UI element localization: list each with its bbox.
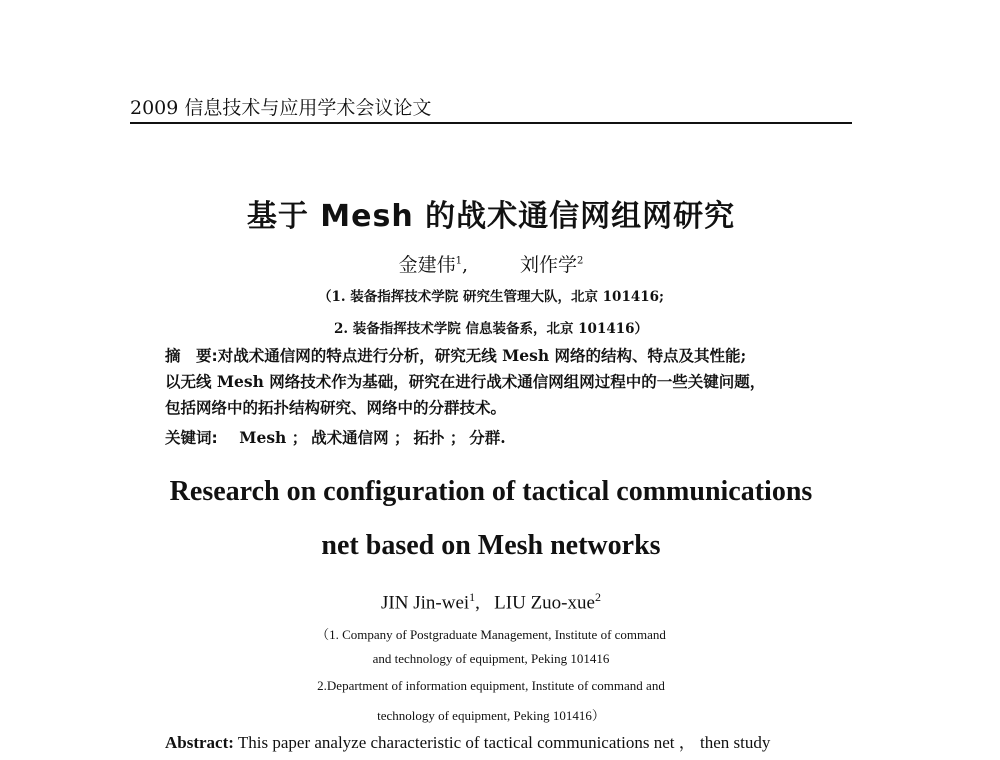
author-1-name: 金建伟 xyxy=(398,254,456,276)
affiliation-english-3: 2.Department of information equipment, Institute of command and xyxy=(317,678,665,693)
author-2-name: 刘作学 xyxy=(520,254,578,276)
paper-title-chinese: 基于 Mesh 的战术通信网组网研究 xyxy=(246,199,736,234)
abstract-chinese-line-1: 对战术通信网的特点进行分析，研究无线 Mesh 网络的结构、特点及其性能; xyxy=(217,346,747,365)
abstract-chinese-line-2: 以无线 Mesh 网络技术作为基础，研究在进行战术通信网组网过程中的一些关键问题， xyxy=(165,372,766,391)
affiliation-english-2: and technology of equipment, Peking 101416 xyxy=(372,651,610,666)
affiliation-english-4: technology of equipment, Peking 101416） xyxy=(377,708,605,723)
keyword-item: 战术通信网 xyxy=(311,428,389,447)
running-header: 2009 信息技术与应用学术会议论文 xyxy=(130,97,432,119)
abstract-chinese xyxy=(165,343,825,421)
header-divider xyxy=(130,122,852,124)
keyword-separator: ； xyxy=(291,428,308,447)
affiliation-chinese-2: 2. 装备指挥技术学院 信息装备系，北京 101416） xyxy=(333,321,649,337)
author-2-affiliation-mark-english: 2 xyxy=(594,590,601,604)
abstract-chinese-label: 摘 要: xyxy=(165,347,218,365)
author-2-affiliation-mark: 2 xyxy=(577,255,584,267)
author-1-name-english: JIN Jin-wei xyxy=(381,592,470,614)
abstract-chinese-line-3: 包括网络中的拓扑结构研究、网络中的分群技术。 xyxy=(165,398,507,417)
affiliation-chinese-1: （1. 装备指挥技术学院 研究生管理大队，北京 101416; xyxy=(317,289,665,305)
abstract-english-label: Abstract: xyxy=(165,733,234,752)
keyword-item: 拓扑 xyxy=(413,428,445,447)
authors-chinese: 金建伟$^1$, 刘作学$^2$ xyxy=(398,254,584,276)
keyword-item: Mesh xyxy=(239,428,287,447)
abstract-english-text: This paper analyze characteristic of tactical communications net ， then study xyxy=(237,733,771,752)
author-2-name-english: LIU Zuo-xue xyxy=(494,592,595,614)
keyword-separator: ； xyxy=(394,428,410,447)
keyword-separator: ； xyxy=(449,428,466,447)
keywords-chinese-label: 关键词: xyxy=(165,429,218,447)
abstract-english xyxy=(165,728,865,753)
keywords-chinese xyxy=(165,425,825,451)
authors-english: JIN Jin-wei$^1$, LIU Zuo-xue$^2$ xyxy=(381,590,601,614)
paper-title-english-line-1: Research on configuration of tactical communications xyxy=(169,476,813,507)
keyword-item: 分群. xyxy=(469,428,506,447)
paper-title-english-line-2: net based on Mesh networks xyxy=(321,530,661,561)
author-1-affiliation-mark: 1 xyxy=(455,255,462,267)
affiliation-english-1: （1. Company of Postgraduate Management, Institute of command xyxy=(316,627,666,642)
author-1-affiliation-mark-english: 1 xyxy=(469,590,476,604)
